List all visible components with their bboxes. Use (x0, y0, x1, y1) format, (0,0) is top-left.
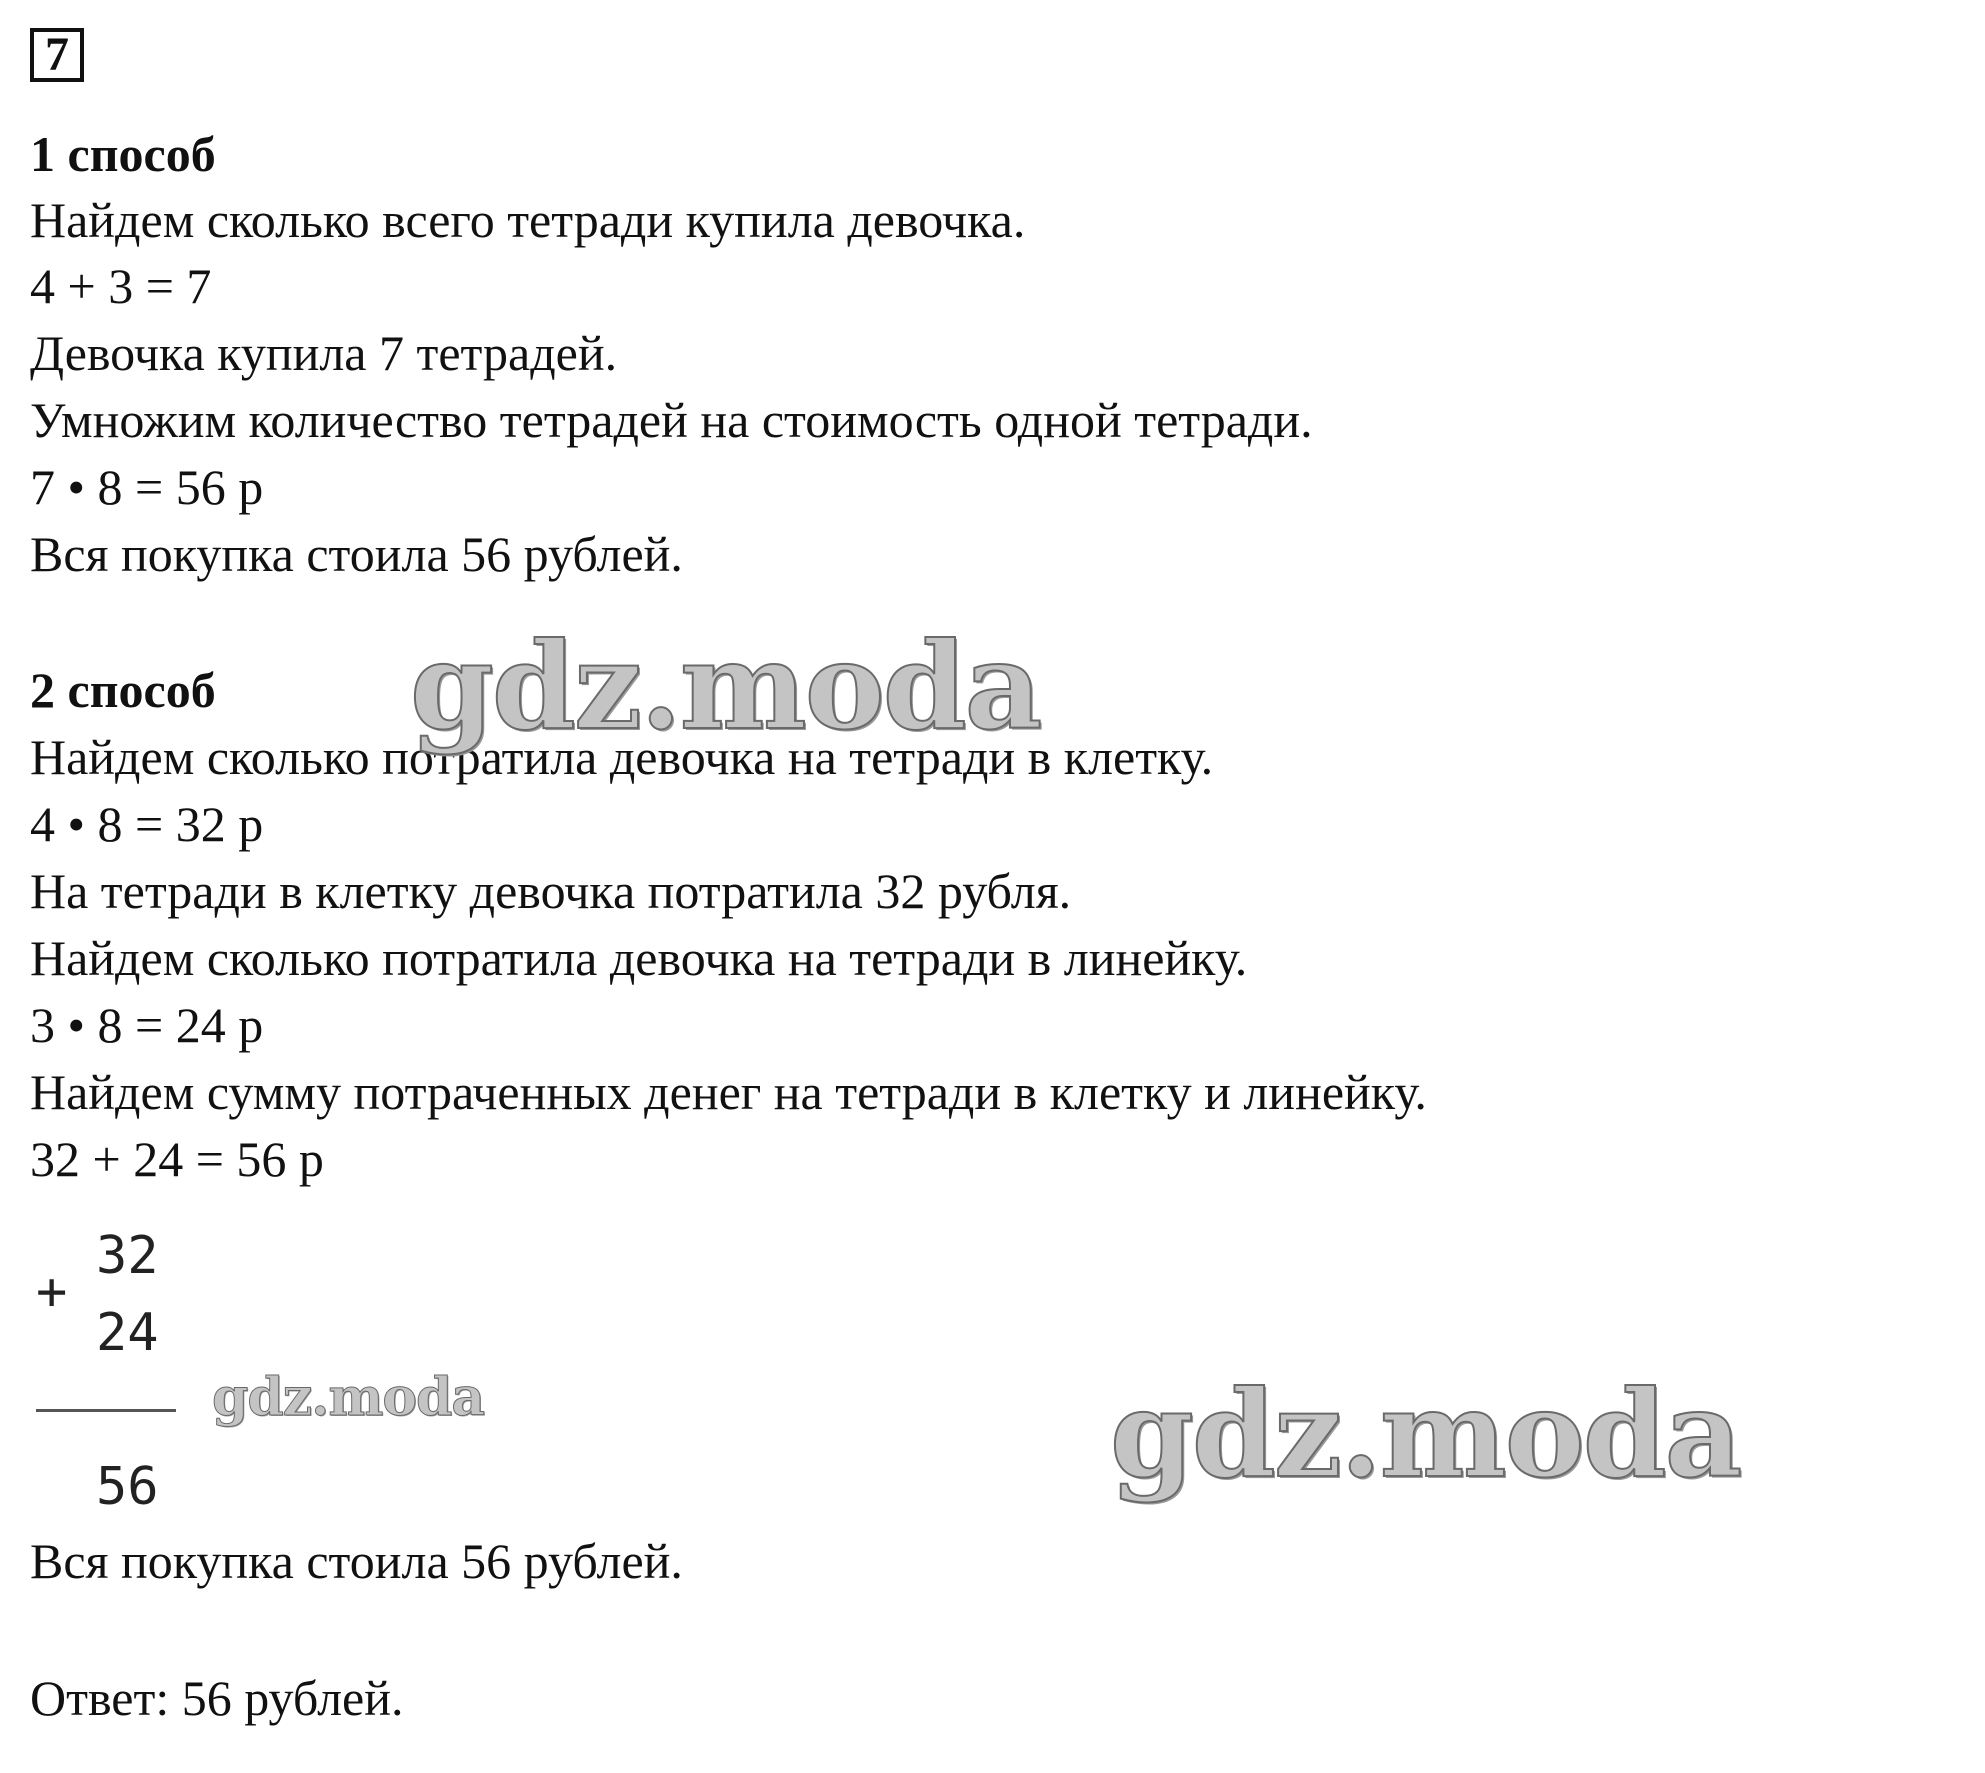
answer-line: Ответ: 56 рублей. (30, 1670, 404, 1726)
task-number: 7 (30, 28, 84, 82)
column-divider (36, 1409, 176, 1412)
method2-line: 4 • 8 = 32 р (30, 796, 264, 852)
method2-line: 3 • 8 = 24 р (30, 997, 264, 1053)
method1-line: Вся покупка стоила 56 рублей. (30, 526, 683, 582)
method1-line: Девочка купила 7 тетрадей. (30, 325, 618, 381)
method1-line: Умножим количество тетрадей на стоимость одной тетради. (30, 392, 1313, 448)
column-result: 56 (96, 1457, 159, 1517)
watermark-logo: gdz.moda (1110, 1364, 1741, 1505)
method1-line: 4 + 3 = 7 (30, 258, 212, 314)
method1-line: 7 • 8 = 56 р (30, 459, 264, 515)
column-bottom-number: 24 (96, 1303, 159, 1363)
method2-line: На тетради в клетку девочка потратила 32 рубля. (30, 863, 1072, 919)
method2-line: Найдем сумму потраченных денег на тетради в клетку и линейку. (30, 1064, 1427, 1120)
column-top-number: 32 (96, 1226, 159, 1286)
method2-line: Найдем сколько потратила девочка на тетради в клетку. (30, 729, 1214, 785)
method2-line: Найдем сколько потратила девочка на тетради в линейку. (30, 930, 1248, 986)
method2-heading: 2 способ (30, 662, 216, 718)
watermark-logo: gdz.moda (410, 616, 1041, 757)
method1-heading: 1 способ (30, 126, 216, 182)
watermark-logo: gdz.moda (212, 1367, 485, 1428)
method2-line: 32 + 24 = 56 р (30, 1131, 324, 1187)
method1-line: Найдем сколько всего тетради купила девочка. (30, 192, 1026, 248)
method2-conclusion: Вся покупка стоила 56 рублей. (30, 1533, 683, 1589)
column-operator: + (36, 1262, 68, 1322)
